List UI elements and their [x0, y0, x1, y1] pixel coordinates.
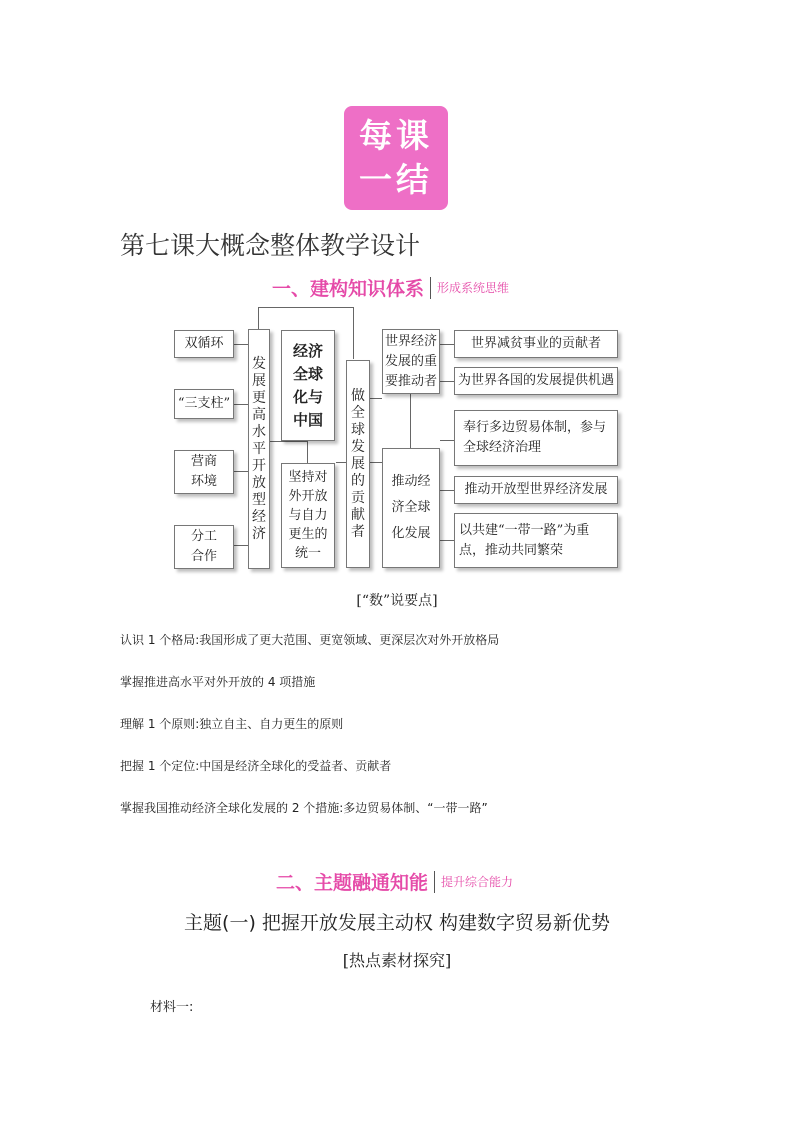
section1-subtitle: 形成系统思维 [437, 281, 510, 295]
connector-r2 [370, 462, 382, 463]
connector-center [307, 441, 308, 463]
connector-center-right [336, 462, 346, 463]
box-dual-circulation: 双循环 [174, 330, 234, 358]
lesson-summary-badge [344, 106, 448, 210]
hot-material-header: [热点素材探究] [342, 951, 452, 970]
connector-fr1 [440, 344, 454, 345]
box-open-economy: 发展更高水平开放型经济 [248, 329, 270, 569]
badge-line-1: 每课 [359, 116, 433, 155]
topic-title: 主题(一) 把握开放发展主动权 构建数字贸易新优势 [184, 912, 610, 934]
document-title: 第七课大概念整体教学设计 [120, 231, 421, 260]
point-1: 认识 1 个格局:我国形成了更大范围、更宽领域、更深层次对外开放格局 [120, 633, 500, 647]
box-poverty-reduction: 世界减贫事业的贡献者 [454, 330, 618, 358]
connector-right-vertical [410, 394, 411, 448]
section2-divider [434, 871, 435, 893]
material-label: 材料一: [150, 1000, 194, 1015]
box-multilateral-trade: 奉行多边贸易体制，参与全球经济治理 [454, 410, 618, 466]
connector-top-left [258, 307, 259, 329]
connector-l2 [234, 404, 248, 405]
point-4: 把握 1 个定位:中国是经济全球化的受益者、贡献者 [120, 759, 392, 773]
connector-r1 [370, 398, 382, 399]
connector-l4 [234, 545, 248, 546]
box-development-opportunity: 为世界各国的发展提供机遇 [454, 367, 618, 395]
box-three-pillars: “三支柱” [174, 389, 234, 419]
box-promote-globalization: 推动经济全球化发展 [382, 448, 440, 568]
box-belt-and-road: 以共建“一带一路”为重点，推动共同繁荣 [454, 513, 618, 568]
section2-subtitle: 提升综合能力 [441, 875, 514, 889]
box-open-world-economy: 推动开放型世界经济发展 [454, 476, 618, 504]
section1-header [272, 274, 509, 301]
connector-fr2 [440, 381, 454, 382]
box-center-topic: 经济全球化与中国 [281, 330, 335, 441]
connector-center-left [269, 441, 307, 442]
box-division-cooperation: 分工合作 [174, 525, 234, 569]
box-world-economy-driver: 世界经济发展的重要推动者 [382, 329, 440, 394]
point-2: 掌握推进高水平对外开放的 4 项措施 [120, 675, 316, 689]
point-5: 掌握我国推动经济全球化发展的 2 个措施:多边贸易体制、“一带一路” [120, 801, 488, 815]
section1-divider [430, 277, 431, 299]
connector-l3 [234, 471, 248, 472]
connector-fr5 [440, 540, 454, 541]
badge-line-2: 一结 [359, 160, 433, 199]
box-self-reliance: 坚持对外开放与自力更生的统一 [281, 463, 335, 568]
point-3: 理解 1 个原则:独立自主、自力更生的原则 [120, 717, 344, 731]
connector-top-right [353, 307, 354, 359]
connector-top [258, 307, 354, 308]
section2-header [276, 868, 513, 895]
numbers-header: [“数”说要点] [356, 593, 438, 609]
connector-l1 [234, 344, 248, 345]
connector-fr3 [440, 440, 454, 441]
box-business-environment: 营商环境 [174, 450, 234, 494]
box-global-contributor: 做全球发展的贡献者 [346, 360, 370, 568]
connector-fr4 [440, 490, 454, 491]
section1-title: 一、建构知识体系 [272, 278, 425, 300]
section2-title: 二、主题融通知能 [276, 872, 429, 894]
